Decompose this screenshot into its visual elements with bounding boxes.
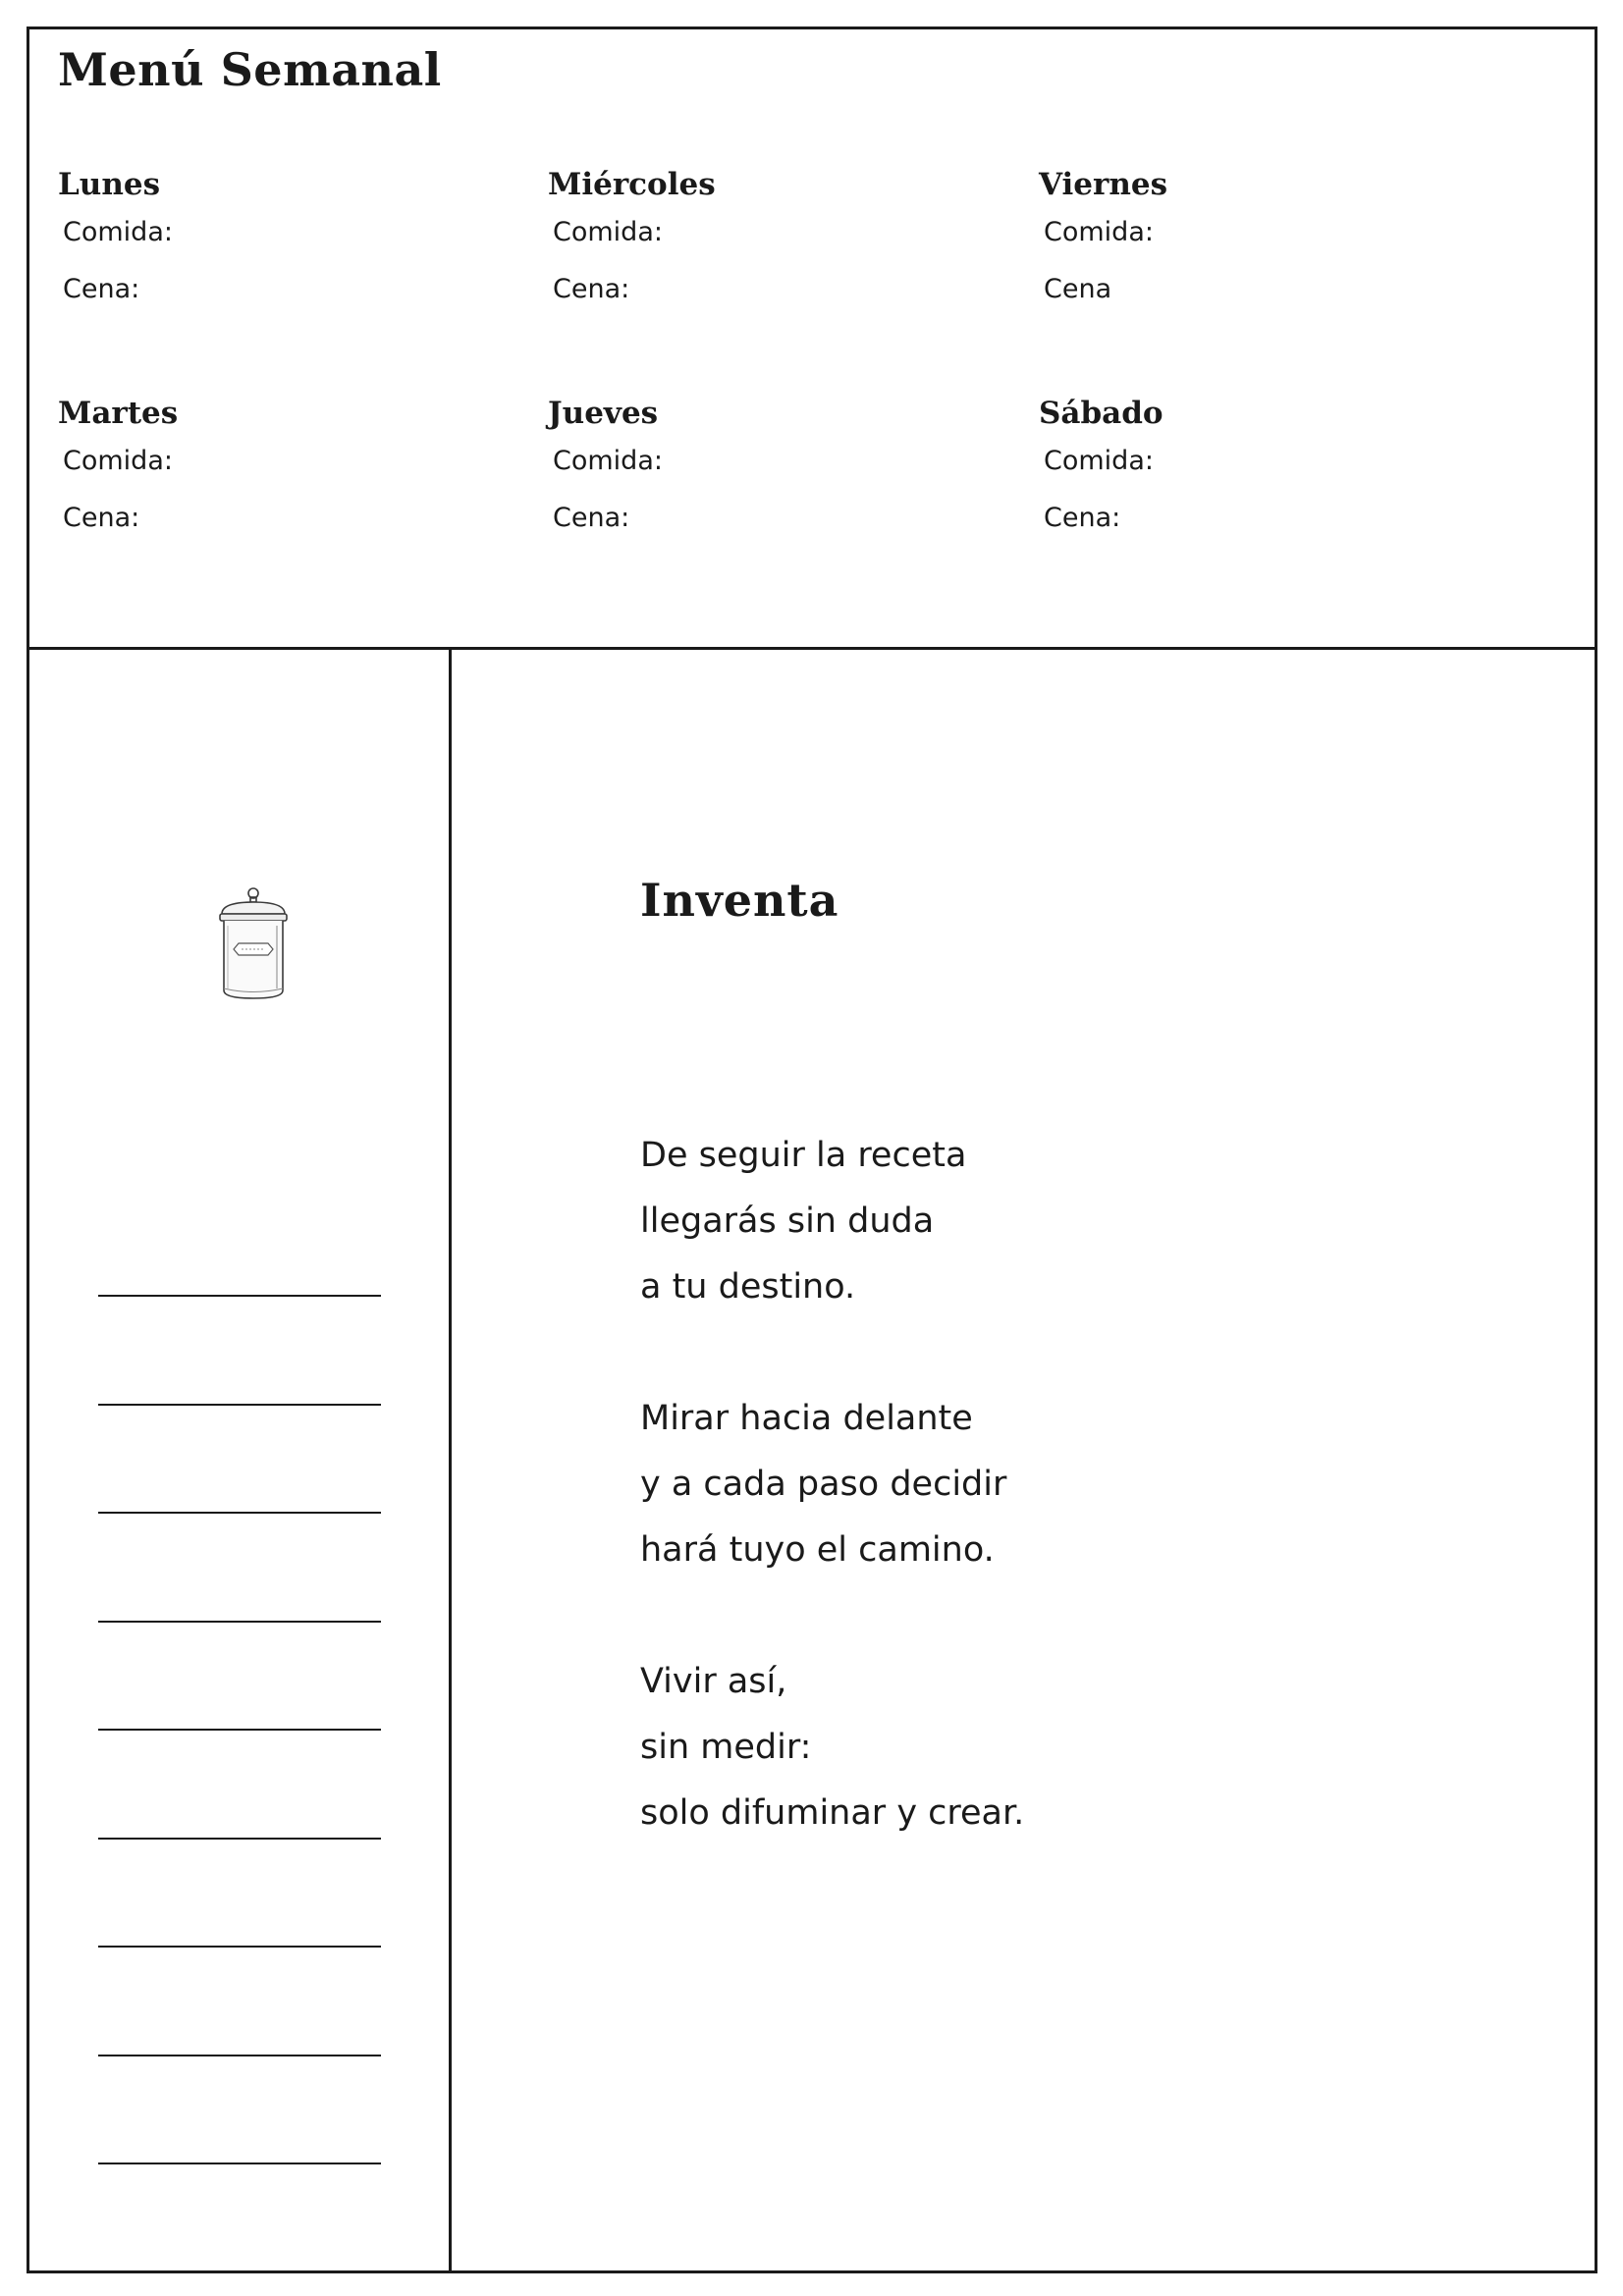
column-divider xyxy=(449,649,452,2273)
poem-verse: llegarás sin duda xyxy=(640,1201,935,1241)
menu-title: Menú Semanal xyxy=(58,43,442,96)
lunch-label: Comida: xyxy=(1044,217,1154,247)
day-name: Viernes xyxy=(1039,167,1168,202)
day-name: Lunes xyxy=(58,167,161,202)
dinner-label: Cena: xyxy=(553,503,630,533)
writing-line xyxy=(98,1512,381,1514)
writing-line xyxy=(98,2055,381,2056)
day-viernes xyxy=(1039,165,1490,318)
day-lunes xyxy=(58,165,510,318)
lunch-label: Comida: xyxy=(63,446,173,476)
dinner-label: Cena: xyxy=(1044,503,1121,533)
poem xyxy=(640,1123,1524,1912)
writing-line xyxy=(98,2163,381,2164)
writing-line xyxy=(98,1946,381,1948)
poem-verse: solo difuminar y crear. xyxy=(640,1793,1025,1833)
poem-verse: Mirar hacia delante xyxy=(640,1399,973,1438)
poem-stanza xyxy=(640,1649,1524,1846)
lunch-label: Comida: xyxy=(1044,446,1154,476)
writing-line xyxy=(98,1404,381,1406)
poem-title: Inventa xyxy=(640,874,839,927)
writing-line xyxy=(98,1295,381,1297)
writing-line xyxy=(98,1621,381,1623)
day-miercoles xyxy=(548,165,1000,318)
dinner-label: Cena: xyxy=(63,274,140,304)
lunch-label: Comida: xyxy=(553,446,663,476)
day-jueves xyxy=(548,394,1000,547)
dinner-label: Cena: xyxy=(63,503,140,533)
day-name: Martes xyxy=(58,396,179,431)
page-frame xyxy=(27,27,1597,2273)
day-sabado xyxy=(1039,394,1490,547)
lunch-label: Comida: xyxy=(553,217,663,247)
writing-line xyxy=(98,1729,381,1731)
poem-verse: Vivir así, xyxy=(640,1662,787,1701)
lunch-label: Comida: xyxy=(63,217,173,247)
day-name: Sábado xyxy=(1039,396,1163,431)
poem-verse: y a cada paso decidir xyxy=(640,1465,1007,1504)
section-divider xyxy=(29,647,1595,650)
jar-icon xyxy=(204,884,302,1002)
writing-line xyxy=(98,1838,381,1840)
dinner-label: Cena xyxy=(1044,274,1112,304)
poem-stanza xyxy=(640,1123,1524,1320)
poem-verse: a tu destino. xyxy=(640,1267,856,1307)
day-name: Jueves xyxy=(548,396,659,431)
poem-verse: hará tuyo el camino. xyxy=(640,1530,995,1570)
day-name: Miércoles xyxy=(548,167,716,202)
poem-verse: De seguir la receta xyxy=(640,1136,967,1175)
poem-stanza xyxy=(640,1386,1524,1583)
dinner-label: Cena: xyxy=(553,274,630,304)
day-martes xyxy=(58,394,510,547)
poem-verse: sin medir: xyxy=(640,1728,812,1767)
